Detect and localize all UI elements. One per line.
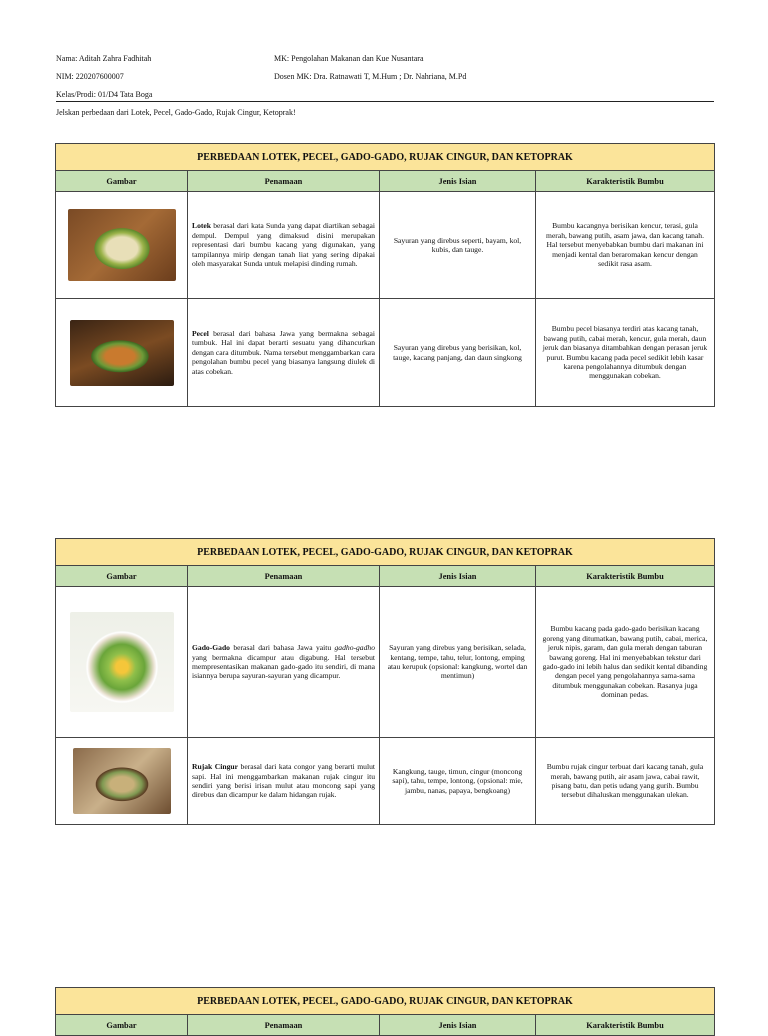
student-name: Nama: Aditah Zahra Fadhitah (56, 54, 152, 63)
col-penamaan: Penamaan (188, 1015, 380, 1036)
comparison-table-1 (55, 143, 715, 407)
pecel-naming: Pecel berasal dari bahasa Jawa yang bermakna sebagai tumbuk. Hal ini dapat berarti sesuatu yang dihancurkan dengan cara ditumbuk. Nama tersebut menggambarkan cara pengolahan bumbu pecel yang biasanya langsung diulek di atas cobekan. (188, 299, 380, 407)
rujak-cingur-naming: Rujak Cingur berasal dari kata congor yang berarti mulut sapi. Hal ini menggambarkan makanan rujak cingur itu sendiri yang berisi irisan mulut atau moncong sapi yang direbus dan dicampur ke dalam hidangan rujak. (188, 738, 380, 825)
gado-gado-bumbu: Bumbu kacang pada gado-gado berisikan kacang goreng yang ditumatkan, bawang putih, cabai, merica, jeruk nipis, garam, dan gula merah dengan taburan bawang goreng. Hal ini menyebabkan tekstur dari gado-gado ini lebih halus dan sedikit kental dibanding dengan pecel yang pengolahannya sama-sama ditumbuk menggunakan cobekan. Rasanya juga dominan pedas. (536, 587, 715, 738)
comparison-table-3 (55, 987, 715, 1036)
col-karakteristik-bumbu: Karakteristik Bumbu (536, 171, 715, 192)
col-jenis-isian: Jenis Isian (380, 1015, 536, 1036)
rujak-cingur-isian: Kangkung, tauge, timun, cingur (moncong sapi), tahu, tempe, lontong, (opsional: mie, jambu, nanas, papaya, bengkoang) (380, 738, 536, 825)
table-row-rujak-cingur (56, 738, 715, 825)
lecturer: Dosen MK: Dra. Ratnawati T, M.Hum ; Dr. Nahriana, M.Pd (274, 72, 467, 81)
table-row-gado-gado (56, 587, 715, 738)
col-gambar: Gambar (56, 566, 188, 587)
rujak-cingur-photo (73, 748, 171, 814)
lotek-photo (68, 209, 176, 281)
student-class: Kelas/Prodi: 01/D4 Tata Boga (56, 90, 153, 99)
rujak-cingur-bumbu: Bumbu rujak cingur terbuat dari kacang tanah, gula merah, bawang putih, air asam jawa, cabai rawit, pisang batu, dan petis udang yang gurih. Bumbu tersebut dihaluskan menggunakan ulekan. (536, 738, 715, 825)
col-karakteristik-bumbu: Karakteristik Bumbu (536, 1015, 715, 1036)
gado-gado-isian: Sayuran yang direbus yang berisikan, selada, kentang, tempe, tahu, telur, lontong, emping atau kerupuk (opsional: kangkung, wortel dan mentimun) (380, 587, 536, 738)
student-info (56, 54, 714, 108)
table-row-lotek (56, 192, 715, 299)
table-title: PERBEDAAN LOTEK, PECEL, GADO-GADO, RUJAK CINGUR, DAN KETOPRAK (56, 539, 715, 566)
col-penamaan: Penamaan (188, 566, 380, 587)
lotek-bumbu: Bumbu kacangnya berisikan kencur, terasi, gula merah, bawang putih, asam jawa, dan kacang tanah. Hal tersebut menyebabkan bumbu dari makanan ini menjadi kental dan beraromakan kencur dengan sedikit rasa asam. (536, 192, 715, 299)
lotek-isian: Sayuran yang direbus seperti, bayam, kol, kubis, dan tauge. (380, 192, 536, 299)
pecel-photo (70, 320, 174, 386)
student-nim: NIM: 220207600007 (56, 72, 124, 81)
col-gambar: Gambar (56, 1015, 188, 1036)
col-jenis-isian: Jenis Isian (380, 566, 536, 587)
pecel-bumbu: Bumbu pecel biasanya terdiri atas kacang tanah, bawang putih, cabai merah, kencur, gula merah, daun jeruk dan biasanya ditambahkan dengan perasan jeruk purut. Bumbu kacang pada pecel sedikit lebih kasar karena pengolahannya ditumbuk dengan menggunakan cobekan. (536, 299, 715, 407)
col-karakteristik-bumbu: Karakteristik Bumbu (536, 566, 715, 587)
table-title: PERBEDAAN LOTEK, PECEL, GADO-GADO, RUJAK CINGUR, DAN KETOPRAK (56, 988, 715, 1015)
col-jenis-isian: Jenis Isian (380, 171, 536, 192)
course-name: MK: Pengolahan Makanan dan Kue Nusantara (274, 54, 424, 63)
col-penamaan: Penamaan (188, 171, 380, 192)
gado-gado-photo (70, 612, 174, 712)
question-text: Jelskan perbedaan dari Lotek, Pecel, Gado-Gado, Rujak Cingur, Ketoprak! (56, 108, 296, 117)
pecel-isian: Sayuran yang direbus yang berisikan, kol, tauge, kacang panjang, dan daun singkong (380, 299, 536, 407)
col-gambar: Gambar (56, 171, 188, 192)
table-title: PERBEDAAN LOTEK, PECEL, GADO-GADO, RUJAK CINGUR, DAN KETOPRAK (56, 144, 715, 171)
lotek-naming: Lotek berasal dari kata Sunda yang dapat diartikan sebagai dempul. Dempul yang dimaksud disini merupakan representasi dari bumbu kacang yang digunakan, yang tampilannya mirip dengan tanah liat yang sering dipakai oleh masyarakat Sunda untuk melapisi dinding rumah. (188, 192, 380, 299)
gado-gado-naming: Gado-Gado berasal dari bahasa Jawa yaitu gadho-gadho yang bermakna dicampur atau digabung. Hal tersebut mempresentasikan makanan gado-gado itu sendiri, di mana isiannya berupa sayuran-sayuran yang dicampur. (188, 587, 380, 738)
comparison-table-2 (55, 538, 715, 825)
table-row-pecel (56, 299, 715, 407)
header-divider (56, 101, 714, 102)
